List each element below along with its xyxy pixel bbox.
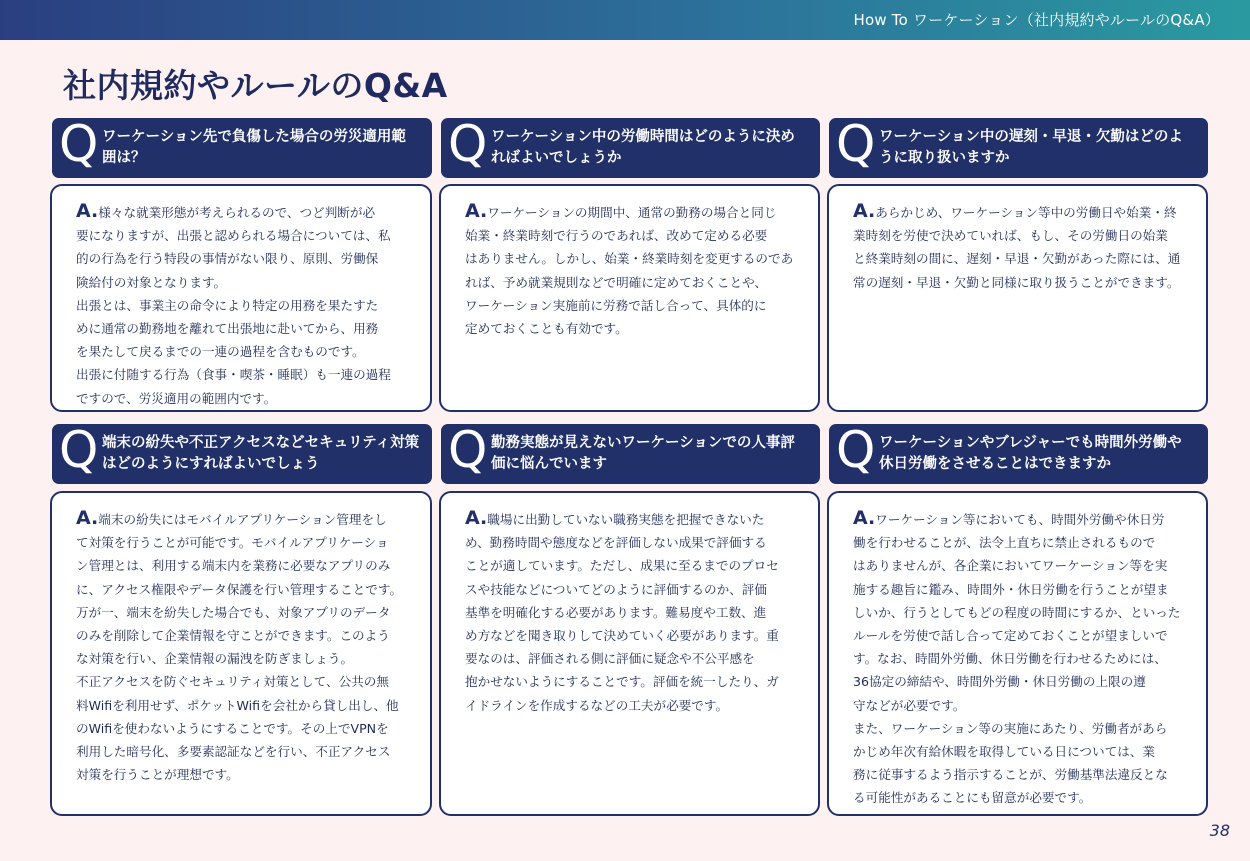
answer-line [853, 670, 1190, 693]
answer-line [76, 271, 414, 294]
question-box [441, 115, 820, 178]
answer-line [76, 717, 414, 740]
answer-line [465, 271, 802, 294]
question-text: ワーケーション中の遅刻・早退・欠勤はどのように取り扱いますか [879, 129, 1183, 166]
a-marker: A. [465, 200, 488, 222]
answer-line [465, 200, 802, 224]
answer-line-text: はありませんが、各企業においてワーケーション等を実 [853, 558, 1168, 574]
question-box [52, 115, 432, 178]
page-number: 38 [1209, 821, 1230, 840]
answer-line [465, 578, 802, 601]
page-title: 社内規約やルールのQ&A [63, 66, 448, 105]
answer-line-text: めに通常の勤務地を離れて出張地に赴いてから、用務 [76, 321, 379, 337]
answer-box [50, 491, 432, 816]
answer-line [853, 624, 1190, 647]
question-box [829, 115, 1208, 178]
answer-line [76, 363, 414, 386]
answer-line-text: 施する趣旨に鑑み、時間外・休日労働を行うことが望ま [853, 581, 1169, 597]
answer-line-text: る可能性があることにも留意が必要です。 [853, 790, 1092, 806]
q-marker: Q [836, 421, 876, 479]
answer-line-text: しいか、行うとしてもどの程度の時間にするか、といった [853, 604, 1181, 620]
answer-line-text: 要になりますが、出張と認められる場合については、私 [76, 228, 391, 244]
answer-line-text: また、ワーケーション等の実施にあたり、労働者があら [853, 720, 1168, 736]
answer-line [853, 786, 1190, 809]
answer-line [853, 717, 1190, 740]
a-marker: A. [465, 507, 488, 529]
q-marker: Q [59, 115, 99, 173]
answer-line [76, 647, 414, 670]
question-text: ワーケーション中の労働時間はどのように決めればよいでしょうか [491, 129, 795, 166]
answer-line-text: 対策を行うことが理想です。 [76, 767, 239, 783]
answer-line-text: ン管理とは、利用する端末内を業務に必要なアプリのみ [76, 558, 391, 574]
question-text: 勤務実態が見えないワーケーションでの人事評価に悩んでいます [491, 435, 795, 472]
answer-line [853, 554, 1190, 577]
answer-line-text: かじめ年次有給休暇を取得している日については、業 [853, 744, 1155, 760]
answer-text [465, 200, 802, 340]
answer-line-text: 利用した暗号化、多要素認証などを行い、不正アクセス [76, 744, 391, 760]
question-box [52, 421, 432, 484]
answer-line-text: め方などを聞き取りして決めていく必要があります。重 [465, 628, 779, 644]
answer-line [76, 763, 414, 786]
answer-line [76, 554, 414, 577]
answer-box [827, 491, 1208, 816]
a-marker: A. [853, 200, 876, 222]
answer-text [76, 200, 414, 410]
answer-line-text: 様々な就業形態が考えられるので、つど判断が必 [98, 205, 376, 220]
answer-line-text: 36協定の締結や、時間外労働・休日労働の上限の遵 [853, 674, 1146, 690]
answer-line [76, 294, 414, 317]
answer-line-text: スや技能などについてどのように評価するのか、評価 [465, 581, 767, 597]
answer-line [76, 624, 414, 647]
answer-line-text: れば、予め就業規則などで明確に定めておくことや、 [465, 274, 767, 290]
answer-line-text: 万が一、端末を紛失した場合でも、対象アプリのデータ [76, 604, 391, 620]
answer-line-text: 働を行わせることが、法令上直ちに禁止されるもので [853, 535, 1156, 551]
answer-line [465, 531, 802, 554]
answer-line [76, 387, 414, 410]
answer-line [465, 317, 802, 340]
answer-line [853, 578, 1190, 601]
answer-line [465, 624, 802, 647]
answer-line-text: 守などが必要です。 [853, 697, 966, 713]
answer-line-text: 出張とは、事業主の命令により特定の用務を果たすた [76, 297, 379, 313]
answer-text [853, 200, 1190, 294]
answer-box [827, 184, 1208, 412]
answer-box [50, 184, 432, 412]
answer-text [76, 507, 414, 786]
answer-line-text: ことが適しています。ただし、成果に至るまでのプロセ [465, 558, 779, 574]
answer-line [465, 647, 802, 670]
answer-line [76, 740, 414, 763]
answer-line [76, 694, 414, 717]
answer-line [76, 670, 414, 693]
answer-line [853, 271, 1190, 294]
answer-line-text: ルールを労使で話し合って定めておくことが望ましいで [853, 628, 1168, 644]
header-title: How To ワーケーション（社内規約やルールのQ&A） [853, 11, 1220, 29]
answer-line-text: 要なのは、評価される側に評価に疑念や不公平感を [465, 651, 755, 667]
answer-line-text: のWifiを使わないようにすることです。その上でVPNを [76, 720, 389, 736]
answer-line-text: て対策を行うことが可能です。モバイルアプリケーショ [76, 535, 389, 551]
answer-line [465, 247, 802, 270]
answer-line-text: 常の遅刻・早退・欠勤と同様に取り扱うことができます。 [853, 274, 1180, 290]
answer-line-text: ですので、労災適用の範囲内です。 [76, 390, 277, 406]
answer-line [76, 601, 414, 624]
answer-line-text: 務に従事するよう指示することが、労働基準法違反とな [853, 767, 1168, 783]
answer-line-text: 出張に付随する行為（食事・喫茶・睡眠）も一連の過程 [76, 367, 391, 383]
answer-line-text: 不正アクセスを防ぐセキュリティ対策として、公共の無 [76, 674, 389, 690]
question-box [829, 421, 1208, 484]
q-marker: Q [59, 421, 99, 479]
answer-line-text: す。なお、時間外労働、休日労働を行わせるためには、 [853, 651, 1167, 667]
answer-line [76, 224, 414, 247]
question-box [441, 421, 820, 484]
answer-line-text: はありません。しかし、始業・終業時刻を変更するのであ [465, 251, 794, 267]
answer-line [76, 317, 414, 340]
answer-line-text: に、アクセス権限やデータ保護を行い管理することです。 [76, 581, 403, 597]
answer-line-text: 始業・終業時刻で行うのであれば、改めて定める必要 [465, 228, 768, 244]
answer-line [465, 601, 802, 624]
q-marker: Q [836, 115, 876, 173]
answer-line-text: と終業時刻の間に、遅刻・早退・欠勤があった際には、通 [853, 251, 1181, 267]
q-marker: Q [448, 115, 488, 173]
answer-box [439, 184, 820, 412]
header-bar [0, 0, 1250, 40]
answer-line-text: 業時刻を労使で決めていれば、もし、その労働日の始業 [853, 228, 1168, 244]
answer-line [853, 740, 1190, 763]
answer-line [465, 554, 802, 577]
answer-line-text: め、勤務時間や態度などを評価しない成果で評価する [465, 535, 767, 551]
answer-line-text: を果たして戻るまでの一連の過程を含むものです。 [76, 344, 365, 360]
answer-line-text: あらかじめ、ワーケーション等中の労働日や始業・終 [875, 205, 1177, 220]
answer-line-text: ワーケーション実施前に労務で話し合って、具体的に [465, 297, 767, 313]
answer-line [853, 200, 1190, 224]
answer-line [76, 200, 414, 224]
answer-line-text: な対策を行い、企業情報の漏洩を防ぎましょう。 [76, 651, 354, 667]
answer-line [465, 694, 802, 717]
answer-line [853, 531, 1190, 554]
a-marker: A. [76, 507, 99, 529]
answer-line [853, 694, 1190, 717]
answer-line [853, 601, 1190, 624]
answer-line [76, 340, 414, 363]
answer-line [853, 647, 1190, 670]
answer-text [853, 507, 1190, 810]
answer-line [853, 247, 1190, 270]
question-text: ワーケーション先で負傷した場合の労災適用範囲は？ [102, 129, 406, 166]
question-text: ワーケーションやブレジャーでも時間外労働や休日労働をさせることはできますか [879, 435, 1182, 472]
answer-line-text: 的の行為を行う特段の事情がない限り、原則、労働保 [76, 251, 379, 267]
question-text: 端末の紛失や不正アクセスなどセキュリティ対策はどのようにすればよいでしょう [102, 435, 420, 472]
answer-line-text: ワーケーションの期間中、通常の勤務の場合と同じ [487, 205, 777, 220]
answer-line-text: 抱かせないようにすることです。評価を統一したり、ガ [465, 674, 779, 690]
answer-text [465, 507, 802, 717]
answer-line-text: 職場に出勤していない職務実態を把握できないた [487, 512, 765, 527]
answer-line [465, 294, 802, 317]
answer-line-text: 端末の紛失にはモバイルアプリケーション管理をし [98, 512, 387, 527]
answer-line [76, 507, 414, 531]
q-marker: Q [448, 421, 488, 479]
a-marker: A. [853, 507, 876, 529]
answer-line-text: 料Wifiを利用せず、ポケットWifiを会社から貸し出し、他 [76, 697, 399, 713]
answer-line [76, 578, 414, 601]
answer-line [853, 507, 1190, 531]
answer-line-text: のみを削除して企業情報を守ことができます。このよう [76, 628, 390, 644]
answer-line-text: 基準を明確化する必要があります。難易度や工数、進 [465, 604, 767, 620]
a-marker: A. [76, 200, 99, 222]
answer-box [439, 491, 820, 816]
answer-line [465, 670, 802, 693]
answer-line-text: 定めておくことも有効です。 [465, 321, 628, 337]
answer-line [76, 247, 414, 270]
answer-line-text: 険給付の対象となります。 [76, 274, 227, 290]
answer-line [853, 763, 1190, 786]
answer-line [76, 531, 414, 554]
answer-line [853, 224, 1190, 247]
answer-line-text: イドラインを作成するなどの工夫が必要です。 [465, 697, 729, 713]
answer-line-text: ワーケーション等においても、時間外労働や休日労 [875, 512, 1165, 527]
answer-line [465, 507, 802, 531]
answer-line [465, 224, 802, 247]
